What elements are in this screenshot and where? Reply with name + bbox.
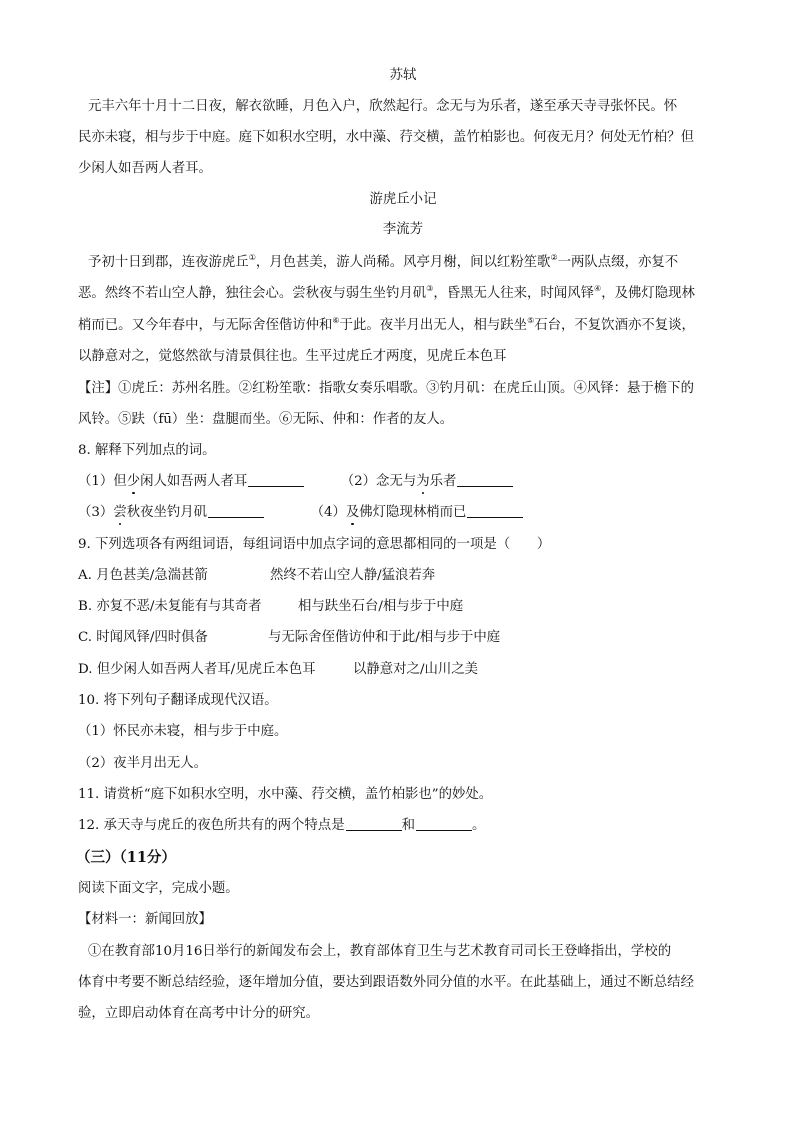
annotation-line-1: 【注】①虎丘：苏州名胜。②红粉笙歌：指歌女奏乐唱歌。③钓月矶：在虎丘山顶。④风铎：悬于檐下的 — [78, 381, 694, 396]
poem2-line-4: 以静意对之，觉悠然欲与清景俱往也。生平过虎丘才两度，见虎丘本色耳 — [78, 349, 507, 364]
dotted-word: 无与为乐者 — [389, 474, 457, 489]
section-3-instruction: 阅读下面文字，完成小题。 — [78, 881, 239, 896]
poem1-author: 苏轼 — [389, 68, 417, 83]
annotation-line-2: 风铃。⑤趺（fū）坐：盘腿而坐。⑥无际、仲和：作者的友人。 — [78, 412, 454, 427]
footnote-mark: ④ — [594, 284, 602, 293]
poem2-title: 游虎丘小记 — [369, 192, 437, 207]
question-10-stem: 10. 将下列句子翻译成现代汉语。 — [78, 693, 278, 708]
footnote-mark: ⑥ — [332, 316, 340, 325]
question-8-items-row-2: （3）尝秋夜坐钓月矶 （4）及佛灯隐现林梢而已 — [78, 503, 728, 523]
answer-blank[interactable] — [416, 816, 472, 831]
poem1-line-3: 少闲人如吾两人者耳。 — [78, 161, 212, 176]
question-9-option-b[interactable]: B. 亦复不恶/未复能有与其奇者 相与趺坐石台/相与步于中庭 — [78, 599, 464, 614]
poem2-line-3: 梢而已。又今年春中，与无际舍侄偕访仲和⑥于此。夜半月出无人，相与趺坐⑤石台，不复饮酒亦不复谈， — [78, 316, 695, 333]
question-9-option-a[interactable]: A. 月色甚美/急湍甚箭 然终不若山空人静/猛浪若奔 — [78, 568, 436, 583]
dotted-word: 尝 — [113, 505, 127, 520]
answer-blank[interactable] — [467, 503, 523, 518]
poem1-line-2: 民亦未寝，相与步于中庭。庭下如积水空明，水中藻、荇交横，盖竹柏影也。何夜无月？何处无竹柏？但 — [78, 130, 694, 145]
answer-blank[interactable] — [248, 472, 304, 487]
material-1-line-1: ①在教育部10月16日举行的新闻发布会上，教育部体育卫生与艺术教育司司长王登峰指出，学校的 — [88, 944, 672, 959]
poem2-line-2: 恶。然终不若山空人静，独往会心。尝秋夜与弱生坐钓月矶③，昏黑无人往来，时闻风铎④，及佛灯隐现林 — [78, 284, 695, 301]
section-3-heading: （三）（11分） — [76, 849, 176, 866]
answer-blank[interactable] — [457, 472, 513, 487]
question-9-stem: 9. 下列选项各有两组词语，每组词语中加点字词的意思都相同的一项是（ ） — [78, 537, 551, 552]
question-9-option-d[interactable]: D. 但少闲人如吾两人者耳/见虎丘本色耳 以静意对之/山川之美 — [78, 662, 479, 677]
dotted-word: 及 — [345, 505, 360, 520]
material-1-label: 【材料一：新闻回放】 — [78, 912, 212, 927]
material-1-line-3: 验，立即启动体育在高考中计分的研究。 — [78, 1006, 320, 1021]
footnote-mark: ① — [248, 253, 256, 262]
question-10-sentence-2: （2）夜半月出无人。 — [78, 756, 208, 771]
question-8-items-row-1: （1）但少闲人如吾两人者耳 （2）念无与为乐者 — [78, 472, 728, 492]
question-8-stem: 8. 解释下列加点的词。 — [78, 443, 216, 458]
poem2-author: 李流芳 — [382, 222, 424, 237]
question-10-sentence-1: （1）怀民亦未寝，相与步于中庭。 — [78, 724, 288, 739]
answer-blank[interactable] — [346, 816, 402, 831]
material-1-line-2: 体育中考要不断总结经验，逐年增加分值，要达到跟语数外同分值的水平。在此基础上，通过不断总结经 — [78, 975, 694, 990]
answer-blank[interactable] — [208, 503, 264, 518]
footnote-mark: ② — [550, 253, 558, 262]
question-12: 12. 承天寺与虎丘的夜色所共有的两个特点是 和 。 — [78, 818, 486, 833]
poem1-line-1: 元丰六年十月十二日夜，解衣欲睡，月色入户，欣然起行。念无与为乐者，遂至承天寺寻张怀民。怀 — [88, 99, 678, 114]
question-9-option-c[interactable]: C. 时闻风铎/四时俱备 与无际舍侄偕访仲和于此/相与步于中庭 — [78, 630, 501, 645]
footnote-mark: ③ — [426, 284, 434, 293]
dotted-word: 少 — [126, 474, 141, 489]
footnote-mark: ⑤ — [527, 316, 535, 325]
poem2-line-1: 予初十日到郡，连夜游虎丘①，月色甚美，游人尚稀。风亭月榭，间以红粉笙歌②一两队点缀，亦复不 — [88, 253, 679, 270]
question-11: 11. 请赏析“庭下如积水空明，水中藻、荇交横，盖竹柏影也”的妙处。 — [78, 787, 493, 802]
